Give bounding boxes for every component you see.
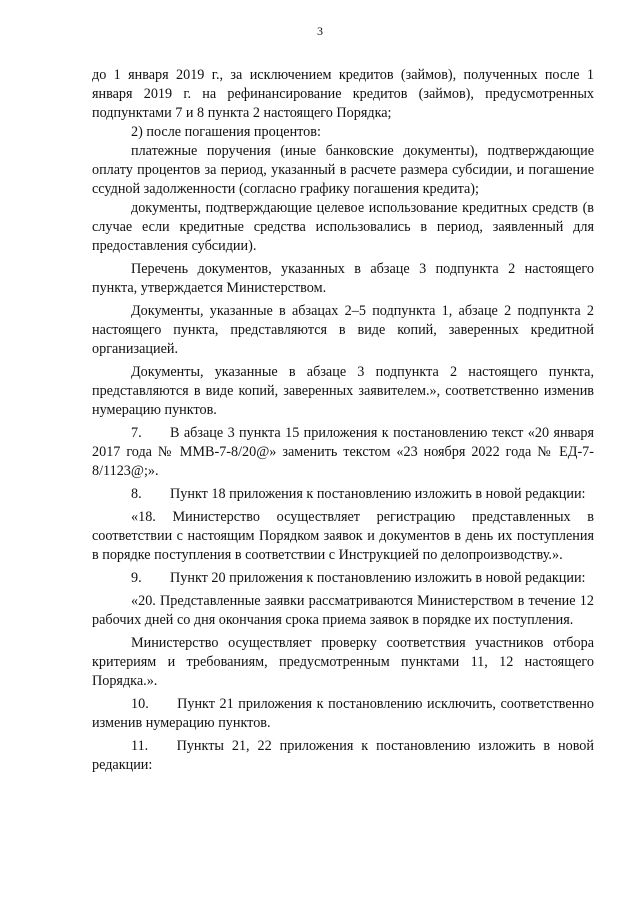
document-body — [92, 66, 594, 775]
paragraph-subitem-2: 2) после погашения процентов: — [131, 124, 321, 140]
paragraph-copies-applicant: Документы, указанные в абзаце 3 подпункта 2 настоящего пункта, представляются в виде копий, заверенных заявителем.», соответственно изменив нумерацию пунктов. — [92, 364, 594, 418]
paragraph-continuation: до 1 января 2019 г., за исключением кредитов (займов), полученных после 1 января 2019 г. на рефинансирование кредитов (займов), предусмотренных подпунктами 7 и 8 пункта 2 настоящего Порядка; — [92, 67, 594, 121]
paragraph-copies-credit-org: Документы, указанные в абзацах 2–5 подпункта 1, абзаце 2 подпункта 2 настоящего пункта, представляются в виде копий, заверенных кредитной организацией. — [92, 303, 594, 357]
paragraph-item-9: 9. Пункт 20 приложения к постановлению изложить в новой редакции: — [131, 570, 586, 586]
paragraph-clause-18: «18. Министерство осуществляет регистрацию представленных в соответствии с настоящим Порядком заявок и документов в день их поступления в порядке поступления в соответствии с Инструкцией по делопроизводству.». — [92, 509, 594, 563]
paragraph-payment-orders: платежные поручения (иные банковские документы), подтверждающие оплату процентов за период, указанный в расчете размера субсидии, и погашение ссудной задолженности (согласно графику погашения кредита); — [92, 143, 594, 197]
paragraph-item-7: 7. В абзаце 3 пункта 15 приложения к постановлению текст «20 января 2017 года № ММВ-7-8/20@» заменить текстом «23 ноября 2022 года № ЕД-7-8/1123@;». — [92, 425, 594, 479]
paragraph-target-use-documents: документы, подтверждающие целевое использование кредитных средств (в случае если кредитные средства использовались в период, заявленный для предоставления субсидии). — [92, 200, 594, 254]
paragraph-ministry-check: Министерство осуществляет проверку соответствия участников отбора критериям и требованиям, предусмотренным пунктами 11, 12 настоящего Порядка.». — [92, 635, 594, 689]
paragraph-item-11: 11. Пункты 21, 22 приложения к постановлению изложить в новой редакции: — [92, 738, 594, 773]
paragraph-item-10: 10. Пункт 21 приложения к постановлению исключить, соответственно изменив нумерацию пунктов. — [92, 696, 594, 731]
page-number: 3 — [317, 24, 323, 38]
paragraph-item-8: 8. Пункт 18 приложения к постановлению изложить в новой редакции: — [131, 486, 586, 502]
paragraph-document-list: Перечень документов, указанных в абзаце 3 подпункта 2 настоящего пункта, утверждается Министерством. — [92, 261, 594, 296]
paragraph-clause-20: «20. Представленные заявки рассматриваются Министерством в течение 12 рабочих дней со дня окончания срока приема заявок в порядке их поступления. — [92, 593, 594, 628]
